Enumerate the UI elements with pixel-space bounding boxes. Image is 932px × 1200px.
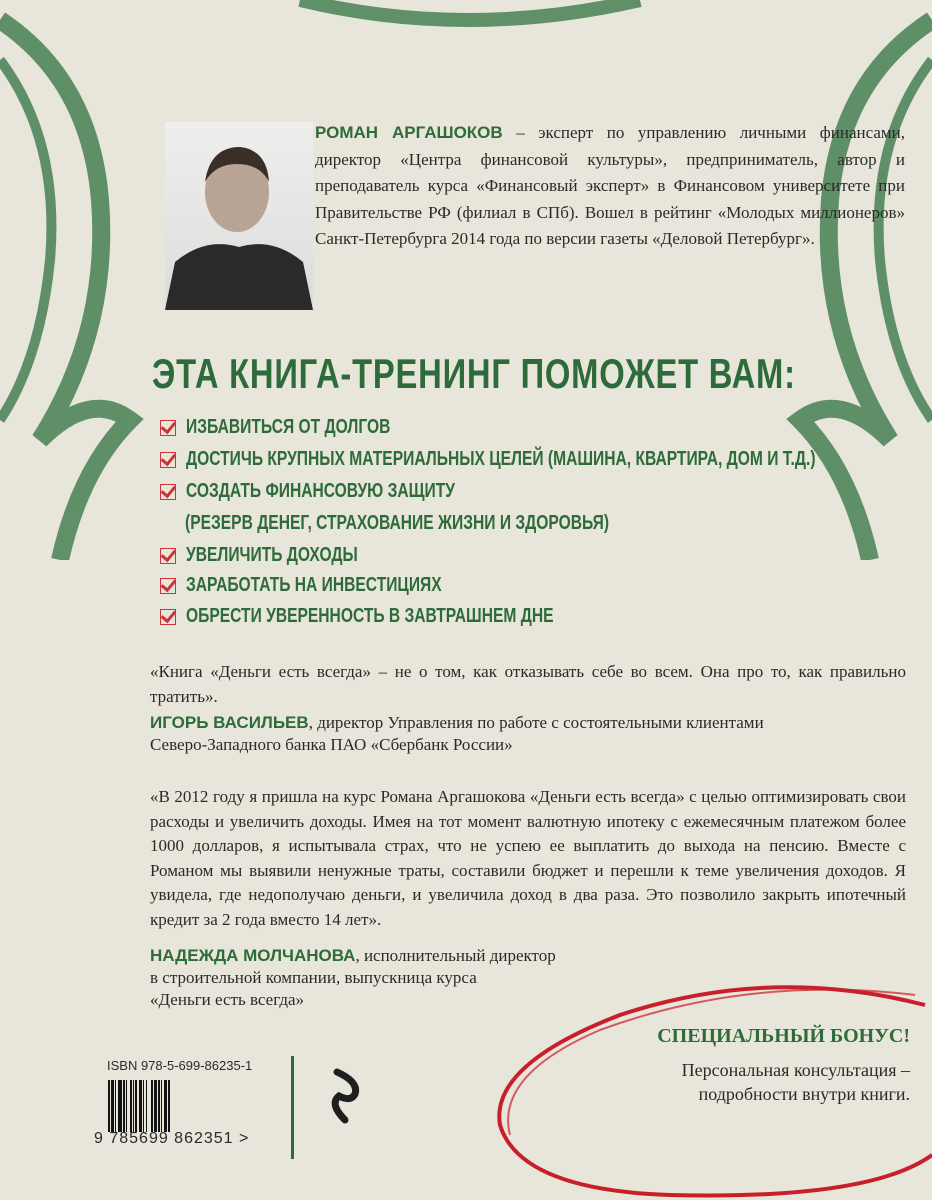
author-role: в строительной компании, выпускница курса [150,968,477,987]
headline: ЭТА КНИГА-ТРЕНИНГ ПОМОЖЕТ ВАМ: [152,350,796,397]
checkmark-icon [160,548,176,564]
benefit-text: (РЕЗЕРВ ДЕНЕГ, СТРАХОВАНИЕ ЖИЗНИ И ЗДОРОВЬЯ) [185,512,610,534]
ornament-top [0,0,932,560]
author-role: , исполнительный директор [355,946,556,965]
benefit-text: ЗАРАБОТАТЬ НА ИНВЕСТИЦИЯХ [186,574,442,596]
checkmark-icon [160,609,176,625]
barcode [108,1080,248,1132]
list-item [160,544,406,567]
bonus-text: Персональная консультация – [681,1060,910,1080]
benefit-text: ДОСТИЧЬ КРУПНЫХ МАТЕРИАЛЬНЫХ ЦЕЛЕЙ (МАШИНА, КВАРТИРА, ДОМ И Т.Д.) [186,448,816,470]
author-name: РОМАН АРГАШОКОВ [315,123,503,142]
list-item [160,480,531,503]
author-role: «Деньги есть всегда» [150,990,305,1009]
list-item [160,574,514,597]
quote-1-author [150,712,764,756]
author-name: ИГОРЬ ВАСИЛЬЕВ [150,713,309,732]
author-photo [165,122,313,310]
list-item [160,416,448,439]
author-portrait-icon [165,122,313,310]
quote-2: «В 2012 году я пришла на курс Романа Аргашокова «Деньги есть всегда» с целью оптимизировать свои расходы и увеличить доходы. Имея на тот момент валютную ипотеку с ежемесячным платежом более 1000 долларов, я испытывала страх, что не успею ее выплатить до выхода на пенсию. Вместе с Романом мы выявили ненужные траты, составили бюджет и перешли к теме увеличения доходов. Я увидела, где недополучаю деньги, и увеличила доход в два раза. Это позволило закрыть ипотечный кредит за 2 года вместо 14 лет». [150,787,906,929]
author-bio [315,120,905,253]
bio-text: – эксперт по управлению личными финансами, директор «Центра финансовой культуры», предприниматель, автор и преподаватель курса «Финансовый эксперт» в Финансовом университете при Правительстве РФ (филиал в СПб). Вошел в рейтинг «Молодых миллионеров» Санкт-Петербурга 2014 года по версии газеты «Деловой Петербург». [315,123,905,248]
bonus-box [540,1024,910,1106]
bonus-title: СПЕЦИАЛЬНЫЙ БОНУС! [657,1025,910,1047]
author-role: , директор Управления по работе с состоятельными клиентами [308,713,764,732]
checkmark-icon [160,452,176,468]
author-name: НАДЕЖДА МОЛЧАНОВА [150,946,356,965]
barcode-bar [170,1080,171,1132]
benefit-text: СОЗДАТЬ ФИНАНСОВУЮ ЗАЩИТУ [186,480,455,502]
isbn: ISBN 978-5-699-86235-1 [107,1058,253,1073]
publisher-logo-icon [325,1068,365,1124]
bonus-text: подробности внутри книги. [698,1084,910,1104]
checkmark-icon [160,578,176,594]
barcode-digits: 9 785699 862351 > [94,1130,250,1147]
quote-1: «Книга «Деньги есть всегда» – не о том, как отказывать себе во всем. Она про то, как правильно тратить». [150,662,906,706]
author-role: Северо-Западного банка ПАО «Сбербанк России» [150,735,513,754]
benefit-text: ИЗБАВИТЬСЯ ОТ ДОЛГОВ [186,416,391,438]
list-item [160,448,932,471]
benefit-text: УВЕЛИЧИТЬ ДОХОДЫ [186,544,358,566]
list-item [160,605,657,628]
benefit-text: ОБРЕСТИ УВЕРЕННОСТЬ В ЗАВТРАШНЕМ ДНЕ [186,605,554,627]
list-item-sub [185,512,729,535]
checkmark-icon [160,420,176,436]
checkmark-icon [160,484,176,500]
divider [291,1056,294,1159]
